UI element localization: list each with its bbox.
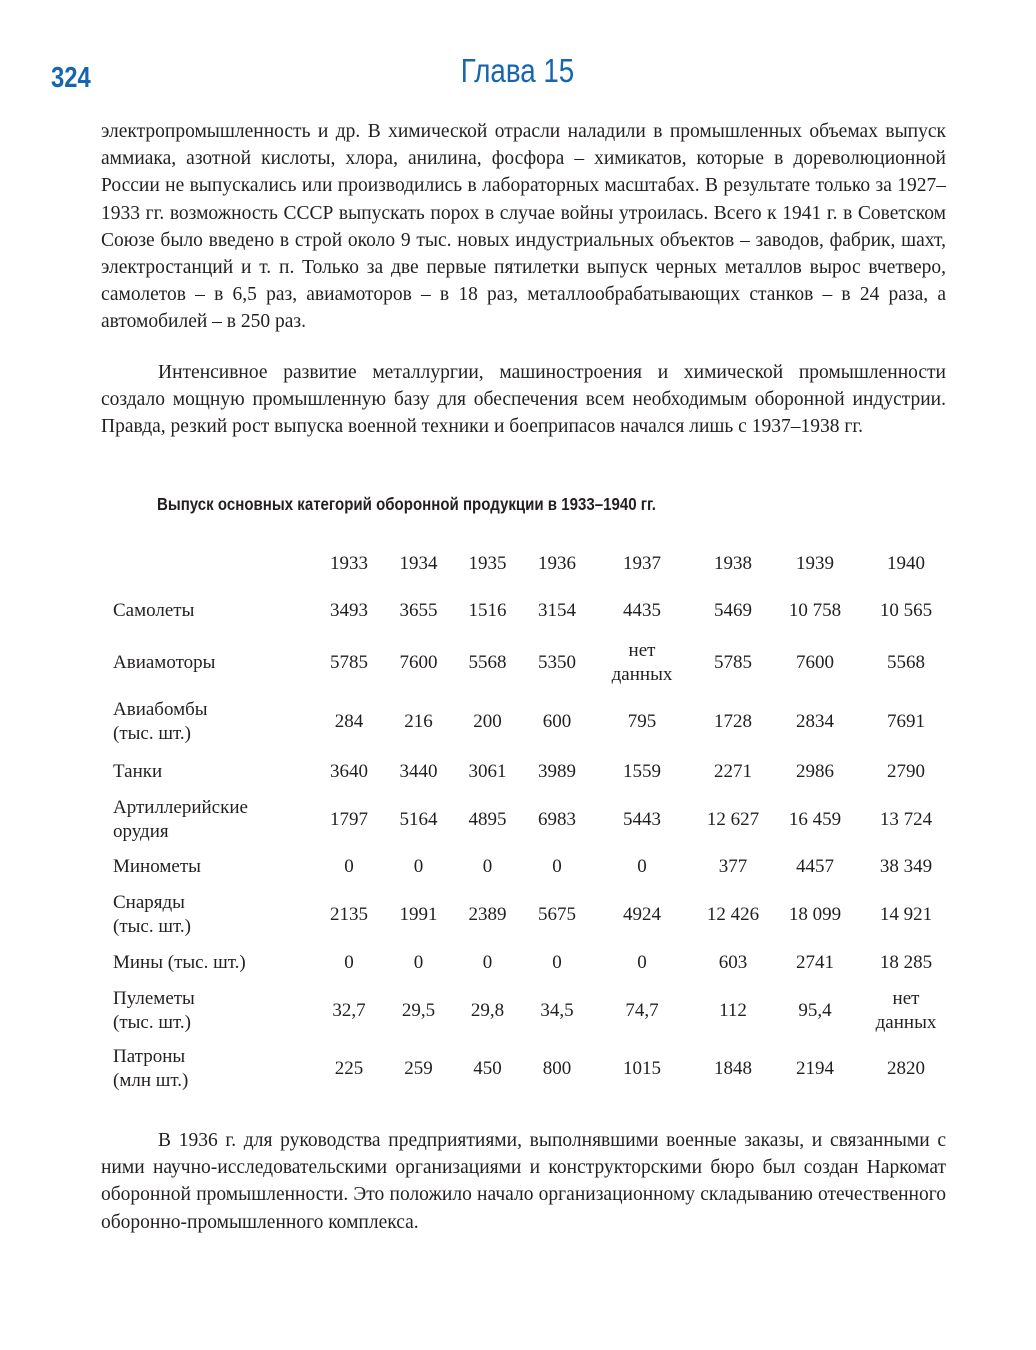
- table-cell: 1728: [714, 711, 752, 732]
- table-cell: 0: [344, 856, 354, 877]
- year-header: 1938: [714, 552, 752, 574]
- table-header-empty-cell: [107, 540, 313, 587]
- table-cell: 5568: [887, 652, 925, 673]
- table-cell: 225: [334, 1058, 364, 1079]
- table-cell: 14 921: [879, 904, 933, 925]
- table-cell: 74,7: [625, 1000, 659, 1021]
- table-cell: 200: [473, 711, 502, 732]
- table-cell: 3640: [330, 761, 368, 782]
- table-row: [107, 982, 955, 1040]
- table-cell: 16 459: [788, 809, 842, 830]
- table-cell: 1991: [399, 904, 438, 925]
- table-cell: 2834: [796, 711, 834, 732]
- table-cell: 4895: [468, 809, 507, 830]
- table-cell: 10 758: [788, 599, 842, 621]
- table-row: [107, 792, 955, 848]
- table-cell: 112: [719, 1000, 747, 1021]
- table-cell: 5675: [538, 904, 576, 925]
- table-cell: 377: [718, 856, 748, 877]
- row-label: Патроны (млн шт.): [113, 1046, 189, 1091]
- table-cell: 2986: [796, 761, 834, 782]
- table-cell: 259: [404, 1058, 433, 1079]
- table-row: [107, 587, 955, 634]
- table-cell: 3061: [468, 761, 507, 782]
- table-cell: 3989: [538, 761, 576, 782]
- table-cell: 4924: [623, 904, 661, 925]
- table-cell: 5443: [623, 809, 661, 830]
- table-cell: 1015: [623, 1058, 661, 1079]
- table-cell: 0: [482, 952, 493, 973]
- table-cell: 5469: [714, 599, 752, 621]
- table-caption: Выпуск основных категорий оборонной продукции в 1933–1940 гг.: [157, 494, 656, 514]
- table-cell: 3154: [538, 599, 576, 621]
- row-label: Артиллерийские орудия: [113, 797, 248, 842]
- table-cell: 0: [413, 952, 424, 973]
- table-cell: 3655: [399, 599, 438, 621]
- table-cell: 7600: [399, 652, 438, 673]
- table-cell: 38 349: [879, 856, 933, 877]
- table-cell: 0: [413, 856, 424, 877]
- table-cell: 0: [637, 952, 647, 973]
- table-cell: 2820: [887, 1058, 925, 1079]
- table-row: [107, 634, 955, 692]
- table-cell: нет данных: [611, 640, 673, 685]
- row-label: Авиамоторы: [113, 652, 216, 673]
- row-label: Авиабомбы (тыс. шт.): [113, 699, 208, 744]
- table-cell: 7691: [887, 711, 925, 732]
- year-header: 1936: [538, 552, 576, 574]
- table-cell: 450: [473, 1058, 502, 1079]
- table-cell: 2271: [714, 761, 752, 782]
- year-header: 1940: [887, 552, 925, 574]
- production-table: [107, 540, 955, 1098]
- body-paragraph: электропромышленность и др. В химической отрасли наладили в промышленных объемах выпуск аммиака, азотной кислоты, хлора, анилина, фосфора – химикатов, которые в дореволюционной России не выпускались или производились в лабораторных масштабах. В результате только за 1927–1933 гг. возможность СССР выпускать порох в случае войны утроилась. Всего к 1941 г. в Советском Союзе было введено в строй около 9 тыс. новых индустриальных объектов – заводов, фабрик, шахт, электростанций и т. п. Только за две первые пятилетки выпуск черных металлов вырос вчетверо, самолетов – в 6,5 раз, авиамоторов – в 18 раз, металлообрабатывающих станков – в 24 раза, а автомобилей – в 250 раз.: [101, 121, 946, 333]
- table-cell: 600: [542, 711, 572, 732]
- table-cell: 1797: [330, 809, 368, 830]
- table-cell: 2741: [796, 952, 834, 973]
- table-row: [107, 944, 955, 982]
- year-header: 1933: [330, 552, 368, 574]
- table-cell: 13 724: [879, 809, 933, 830]
- table-cell: 18 099: [788, 904, 842, 925]
- table-cell: 795: [627, 711, 657, 732]
- page-number: 324: [51, 62, 91, 94]
- table-row: [107, 886, 955, 944]
- table-cell: 5568: [468, 652, 507, 673]
- table-row: [107, 848, 955, 886]
- table-cell: 12 426: [706, 904, 760, 925]
- table-cell: 0: [552, 952, 562, 973]
- table-cell: 4435: [623, 599, 661, 621]
- table-cell: 3493: [330, 599, 368, 621]
- table-cell: 4457: [796, 856, 834, 877]
- row-label: Мины (тыс. шт.): [113, 952, 246, 973]
- table-cell: 216: [404, 711, 433, 732]
- year-header: 1939: [796, 552, 834, 574]
- table-cell: 0: [482, 856, 493, 877]
- row-label: Снаряды (тыс. шт.): [113, 892, 191, 937]
- chapter-title: [0, 52, 1036, 90]
- table-cell: 7600: [796, 652, 834, 673]
- table-cell: 34,5: [540, 1000, 574, 1021]
- table-cell: 1559: [623, 761, 661, 782]
- row-label: Минометы: [113, 856, 201, 877]
- table-cell: 1848: [714, 1058, 752, 1079]
- table-cell: 1516: [468, 599, 507, 621]
- year-header: 1935: [468, 552, 507, 574]
- row-label: Танки: [113, 761, 163, 782]
- table-cell: 0: [637, 856, 647, 877]
- row-label: Самолеты: [113, 599, 195, 621]
- table-cell: 5785: [330, 652, 368, 673]
- table-cell: 2389: [468, 904, 507, 925]
- table-cell: 5350: [538, 652, 576, 673]
- row-label: Пулеметы (тыс. шт.): [113, 988, 195, 1033]
- table-cell: нет данных: [875, 988, 937, 1033]
- table-cell: 10 565: [879, 599, 933, 621]
- table-cell: 29,8: [470, 1000, 505, 1021]
- table-row: [107, 752, 955, 792]
- table-cell: 800: [542, 1058, 572, 1079]
- table-cell: 95,4: [798, 1000, 832, 1021]
- table-cell: 29,5: [401, 1000, 436, 1021]
- table-cell: 0: [552, 856, 562, 877]
- table-cell: 2790: [887, 761, 925, 782]
- table-cell: 284: [334, 711, 364, 732]
- table-cell: 12 627: [706, 809, 760, 830]
- table-row: [107, 1040, 955, 1098]
- table-cell: 6983: [538, 809, 576, 830]
- body-paragraph: В 1936 г. для руководства предприятиями, выполнявшими военные заказы, и связанными с ними научно-исследовательскими организациями и конструкторскими бюро был создан Наркомат оборонной промышленности. Это положило начало организационному складыванию отечественного оборонно-промышленного комплекса.: [101, 1130, 946, 1233]
- table-cell: 18 285: [879, 952, 933, 973]
- year-header: 1934: [399, 552, 438, 574]
- table-header-row: [107, 540, 955, 587]
- table-cell: 5785: [714, 652, 752, 673]
- chapter-title-text: Глава 15: [461, 52, 575, 89]
- table-cell: 2194: [796, 1058, 834, 1079]
- body-paragraph: Интенсивное развитие металлургии, машиностроения и химической промышленности создало мощную промышленную базу для обеспечения всем необходимым оборонной индустрии. Правда, резкий рост выпуска военной техники и боеприпасов начался лишь с 1937–1938 гг.: [101, 362, 946, 438]
- table-cell: 0: [344, 952, 354, 973]
- table-cell: 603: [718, 952, 748, 973]
- table-cell: 32,7: [332, 1000, 366, 1021]
- year-header: 1937: [623, 552, 661, 574]
- table-row: [107, 692, 955, 752]
- table-cell: 3440: [399, 761, 438, 782]
- table-cell: 2135: [330, 904, 368, 925]
- table-cell: 5164: [399, 809, 438, 830]
